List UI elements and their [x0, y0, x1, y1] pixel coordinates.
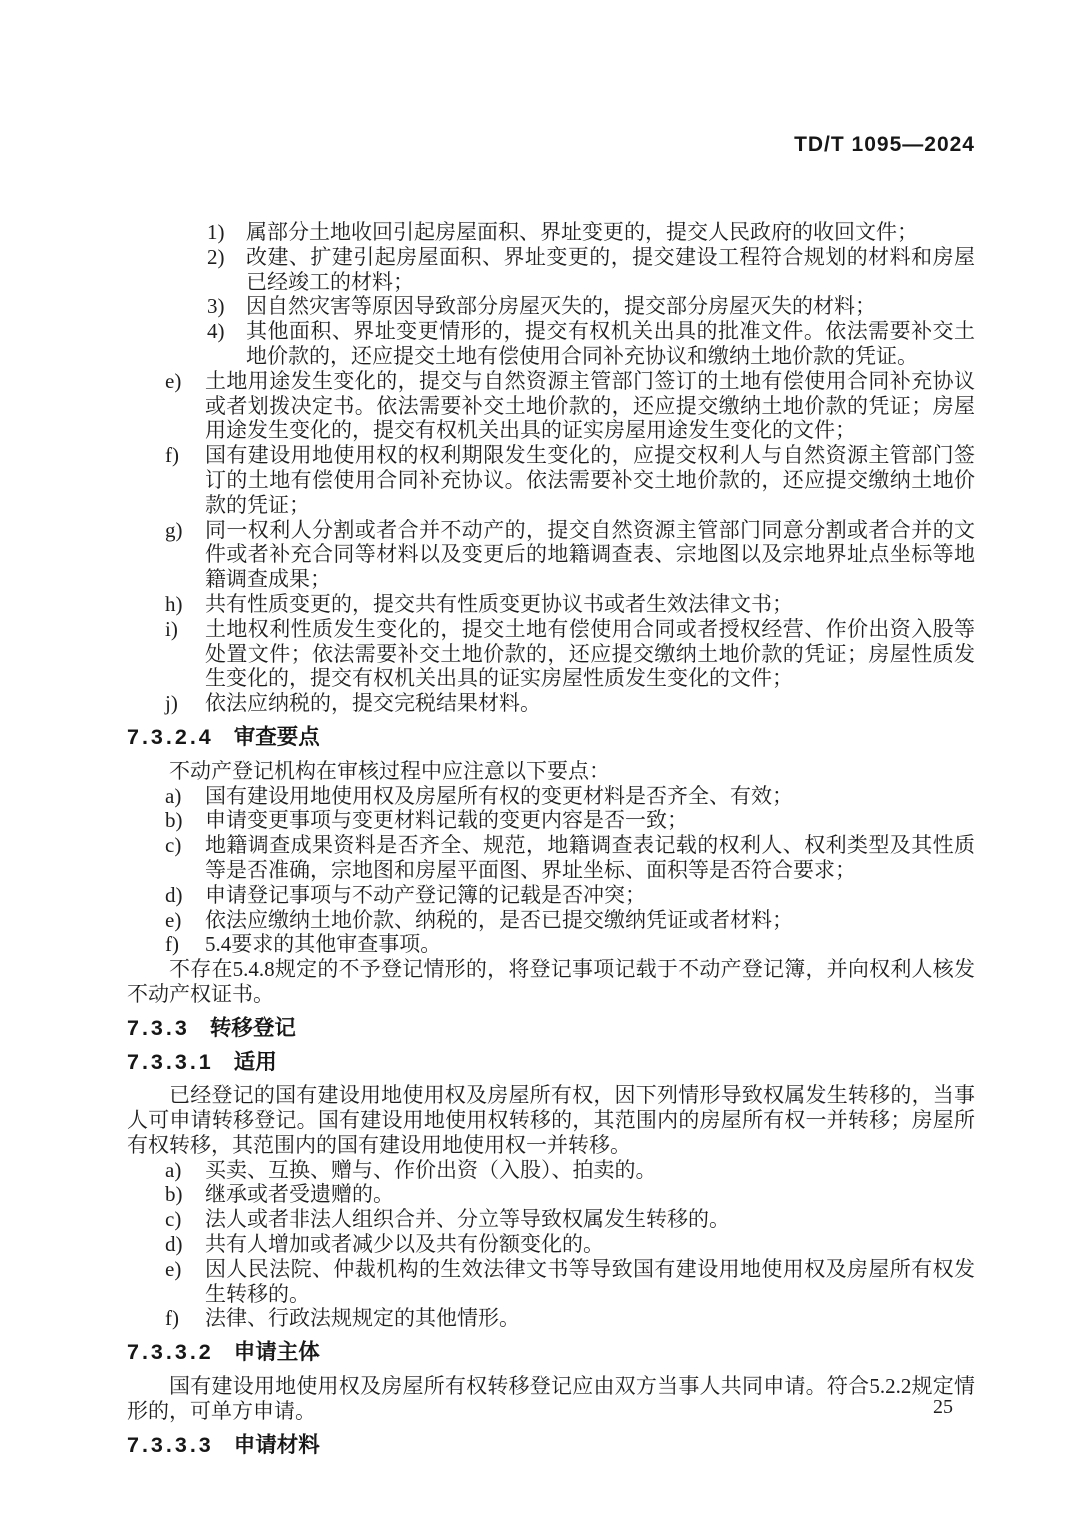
list-marker: 4): [207, 319, 225, 344]
list-item: [127, 1232, 975, 1257]
list-item: [127, 883, 975, 908]
list-marker: 3): [207, 294, 225, 319]
list-text: 申请登记事项与不动产登记簿的记载是否冲突；: [205, 882, 646, 907]
list-item: [127, 617, 975, 691]
list-text: 国有建设用地使用权的权利期限发生变化的，应提交权利人与自然资源主管部门签订的土地有偿使用合同补充协议。依法需要补交土地价款的，还应提交缴纳土地价款的凭证；: [205, 443, 975, 517]
document-body: [127, 220, 975, 1466]
clause-title: 适用: [233, 1049, 277, 1074]
clause-number: 7.3.3.3: [127, 1432, 214, 1457]
list-item: [127, 369, 975, 443]
list-text: 法人或者非法人组织合并、分立等导致权属发生转移的。: [205, 1207, 730, 1232]
clause-heading: [127, 1050, 975, 1075]
page-number: 25: [933, 1396, 953, 1418]
list-text: 其他面积、界址变更情形的，提交有权机关出具的批准文件。依法需要补交土地价款的，还应提交土地有偿使用合同补充协议和缴纳土地价款的凭证。: [246, 319, 975, 368]
list-item: [127, 294, 975, 319]
list-item: [127, 691, 975, 716]
list-item: [127, 1207, 975, 1232]
list-text: 共有性质变更的，提交共有性质变更协议书或者生效法律文书；: [205, 591, 793, 616]
list-marker: i): [165, 616, 178, 641]
clause-heading: [127, 1340, 975, 1365]
list-text: 属部分土地收回引起房屋面积、界址变更的，提交人民政府的收回文件；: [246, 220, 918, 244]
list-text: 买卖、互换、赠与、作价出资（入股）、拍卖的。: [205, 1157, 657, 1182]
list-marker: g): [165, 517, 183, 542]
list-item: [127, 908, 975, 933]
list-marker: f): [165, 1306, 179, 1331]
list-marker: e): [165, 907, 182, 932]
list-item: [127, 1158, 975, 1183]
document-code: TD/T 1095—2024: [794, 133, 975, 156]
list-item: [127, 592, 975, 617]
list-item: [127, 833, 975, 883]
list-marker: 2): [207, 244, 225, 269]
list-item: [127, 932, 975, 957]
list-item: [127, 784, 975, 809]
list-marker: f): [165, 932, 179, 957]
list-text: 因自然灾害等原因导致部分房屋灭失的，提交部分房屋灭失的材料；: [246, 294, 876, 319]
clause-number: 7.3.2.4: [127, 724, 214, 749]
list-text: 共有人增加或者减少以及共有份额变化的。: [205, 1232, 604, 1257]
clause-title: 申请主体: [233, 1340, 320, 1365]
list-text: 继承或者受遗赠的。: [205, 1182, 394, 1207]
clause-heading: [127, 1433, 975, 1458]
list-item: [127, 808, 975, 833]
list-item: [127, 1257, 975, 1307]
list-text: 法律、行政法规规定的其他情形。: [205, 1306, 520, 1331]
clause-heading: [127, 1016, 975, 1041]
list-text: 5.4要求的其他审查事项。: [205, 932, 442, 957]
list-marker: a): [165, 1157, 182, 1182]
clause-title: 审查要点: [233, 724, 320, 749]
list-item: [127, 220, 975, 245]
list-item: [127, 1182, 975, 1207]
list-marker: b): [165, 808, 183, 833]
list-marker: c): [165, 1207, 182, 1232]
list-item: [127, 245, 975, 295]
list-marker: d): [165, 1232, 183, 1257]
list-item: [127, 319, 975, 369]
list-marker: e): [165, 1256, 182, 1281]
list-marker: d): [165, 882, 183, 907]
list-text: 土地权利性质发生变化的，提交土地有偿使用合同或者授权经营、作价出资入股等处置文件；依法需要补交土地价款的，还应提交缴纳土地价款的凭证；房屋性质发生变化的，提交有权机关出具的证实房屋性质发生变化的文件；: [205, 616, 975, 691]
list-text: 依法应缴纳土地价款、纳税的，是否已提交缴纳凭证或者材料；: [205, 907, 793, 932]
list-marker: j): [165, 691, 178, 716]
paragraph: 国有建设用地使用权及房屋所有权转移登记应由双方当事人共同申请。符合5.2.2规定情形的，可单方申请。: [127, 1374, 975, 1423]
list-marker: b): [165, 1182, 183, 1207]
list-marker: c): [165, 833, 182, 858]
list-text: 地籍调查成果资料是否齐全、规范，地籍调查表记载的权利人、权利类型及其性质等是否准确，宗地图和房屋平面图、界址坐标、面积等是否符合要求；: [205, 833, 975, 882]
list-item: [127, 1306, 975, 1331]
clause-heading: [127, 725, 975, 750]
list-marker: e): [165, 368, 182, 393]
list-marker: h): [165, 591, 183, 616]
list-text: 依法应纳税的，提交完税结果材料。: [205, 691, 541, 716]
list-item: [127, 443, 975, 517]
list-text: 因人民法院、仲裁机构的生效法律文书等导致国有建设用地使用权及房屋所有权发生转移的。: [205, 1256, 975, 1306]
list-item: [127, 518, 975, 592]
list-marker: f): [165, 443, 179, 468]
clause-number: 7.3.3.2: [127, 1340, 214, 1365]
paragraph: 已经登记的国有建设用地使用权及房屋所有权，因下列情形导致权属发生转移的，当事人可申请转移登记。国有建设用地使用权转移的，其范围内的房屋所有权一并转移；房屋所有权转移，其范围内的国有建设用地使用权一并转移。: [127, 1083, 975, 1157]
list-text: 同一权利人分割或者合并不动产的，提交自然资源主管部门同意分割或者合并的文件或者补充合同等材料以及变更后的地籍调查表、宗地图以及宗地界址点坐标等地籍调查成果；: [205, 517, 975, 592]
list-marker: a): [165, 783, 182, 808]
clause-title: 申请材料: [233, 1432, 320, 1457]
list-text: 申请变更事项与变更材料记载的变更内容是否一致；: [205, 808, 688, 833]
list-marker: 1): [207, 220, 225, 244]
paragraph: 不动产登记机构在审核过程中应注意以下要点：: [169, 758, 610, 783]
clause-number: 7.3.3: [127, 1015, 190, 1040]
list-text: 国有建设用地使用权及房屋所有权的变更材料是否齐全、有效；: [205, 783, 793, 808]
clause-title: 转移登记: [209, 1015, 296, 1040]
list-text: 改建、扩建引起房屋面积、界址变更的，提交建设工程符合规划的材料和房屋已经竣工的材料；: [246, 244, 975, 294]
list-text: 土地用途发生变化的，提交与自然资源主管部门签订的土地有偿使用合同补充协议或者划拨决定书。依法需要补交土地价款的，还应提交缴纳土地价款的凭证；房屋用途发生变化的，提交有权机关出具的证实房屋用途发生变化的文件；: [205, 368, 975, 443]
paragraph: 不存在5.4.8规定的不予登记情形的，将登记事项记载于不动产登记簿，并向权利人核发不动产权证书。: [127, 957, 975, 1006]
clause-number: 7.3.3.1: [127, 1049, 214, 1074]
